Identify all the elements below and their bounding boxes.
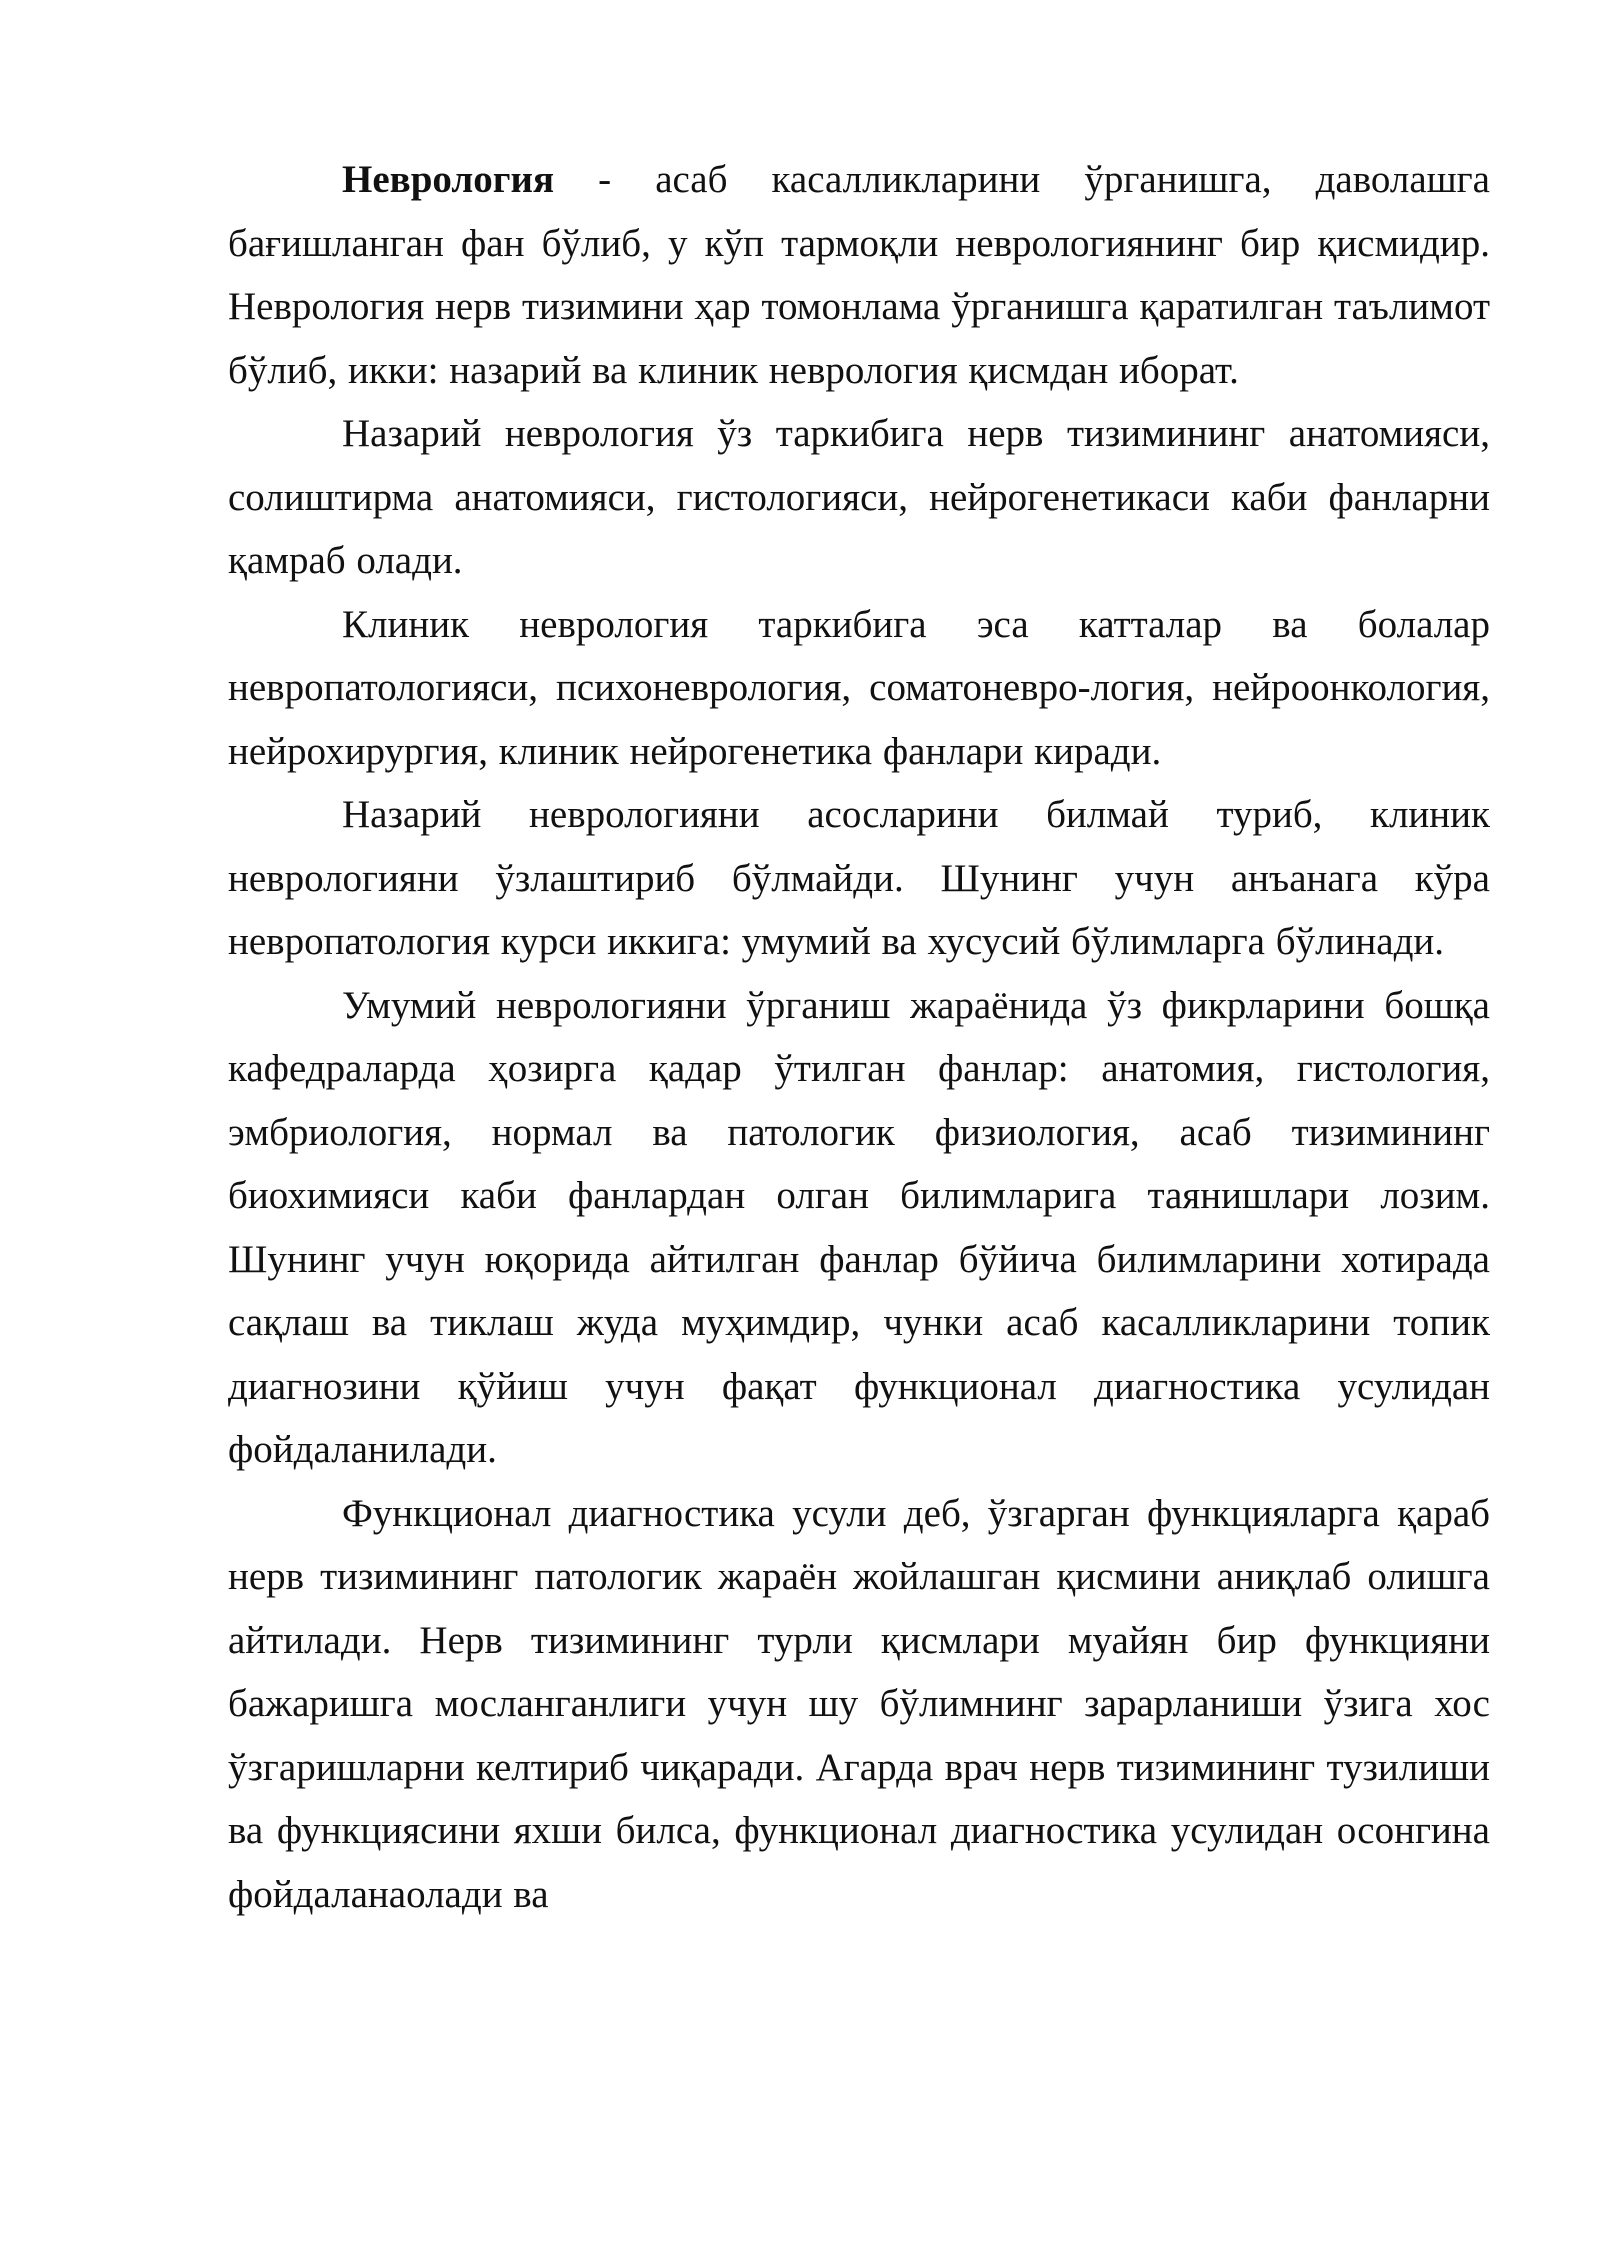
paragraph-functional-diagnostics: Функционал диагностика усули деб, ўзгарган функцияларга қараб нерв тизимининг патологик жараён жойлашган қисмини аниқлаб олишга айтилади. Нерв тизимининг турли қисмлари муайян бир функцияни бажаришга мосланганлиги учун шу бўлимнинг зарарланиши ўзига хос ўзгаришларни келтириб чиқаради. Агарда врач нерв тизимининг тузилиши ва функциясини яхши билса, функционал диагностика усулидан осонгина фойдаланаолади ва bbox=[228, 1491, 1490, 1916]
paragraph-text: - асаб касалликларини ўрганишга, даволашга бағишланган фан бўлиб, у кўп тармоқли неврологиянинг бир қисмидир. Неврология нерв тизимини ҳар томонлама ўрганишга қаратилган таълимот бўлиб, икки: назарий ва клиник неврология қисмдан иборат. bbox=[228, 158, 1490, 392]
paragraph-general-neurology: Умумий неврологияни ўрганиш жараёнида ўз фикрларини бошқа кафедраларда ҳозирга қадар ўтилган фанлар: анатомия, гистология, эмбриология, нормал ва патологик физиология, асаб тизимининг биохимияси каби фанлардан олган билимларига таянишлари лозим. Шунинг учун юқорида айтилган фанлар бўйича билимларини хотирада сақлаш ва тиклаш жуда муҳимдир, чунки асаб касалликларини топик диагнозини қўйиш учун фақат функционал диагностика усулидан фойдаланилади. bbox=[228, 983, 1490, 1471]
paragraph-neurology-definition bbox=[228, 148, 1490, 402]
term-neurology: Неврология bbox=[342, 158, 555, 201]
document-page bbox=[228, 148, 1490, 1926]
paragraph-clinical-neurology: Клиник неврология таркибига эса катталар ва болалар невропатологияси, психоневрология, соматоневро-логия, нейроонкология, нейрохирургия, клиник нейрогенетика фанлари киради. bbox=[228, 602, 1490, 773]
paragraph-theoretical-neurology: Назарий неврология ўз таркибига нерв тизимининг анатомияси, солиштирма анатомияси, гистологияси, нейрогенетикаси каби фанларни қамраб олади. bbox=[228, 412, 1490, 582]
paragraph-course-division: Назарий неврологияни асосларини билмай туриб, клиник неврологияни ўзлаштириб бўлмайди. Шунинг учун анъанага кўра невропатология курси иккига: умумий ва хусусий бўлимларга бўлинади. bbox=[228, 793, 1490, 963]
